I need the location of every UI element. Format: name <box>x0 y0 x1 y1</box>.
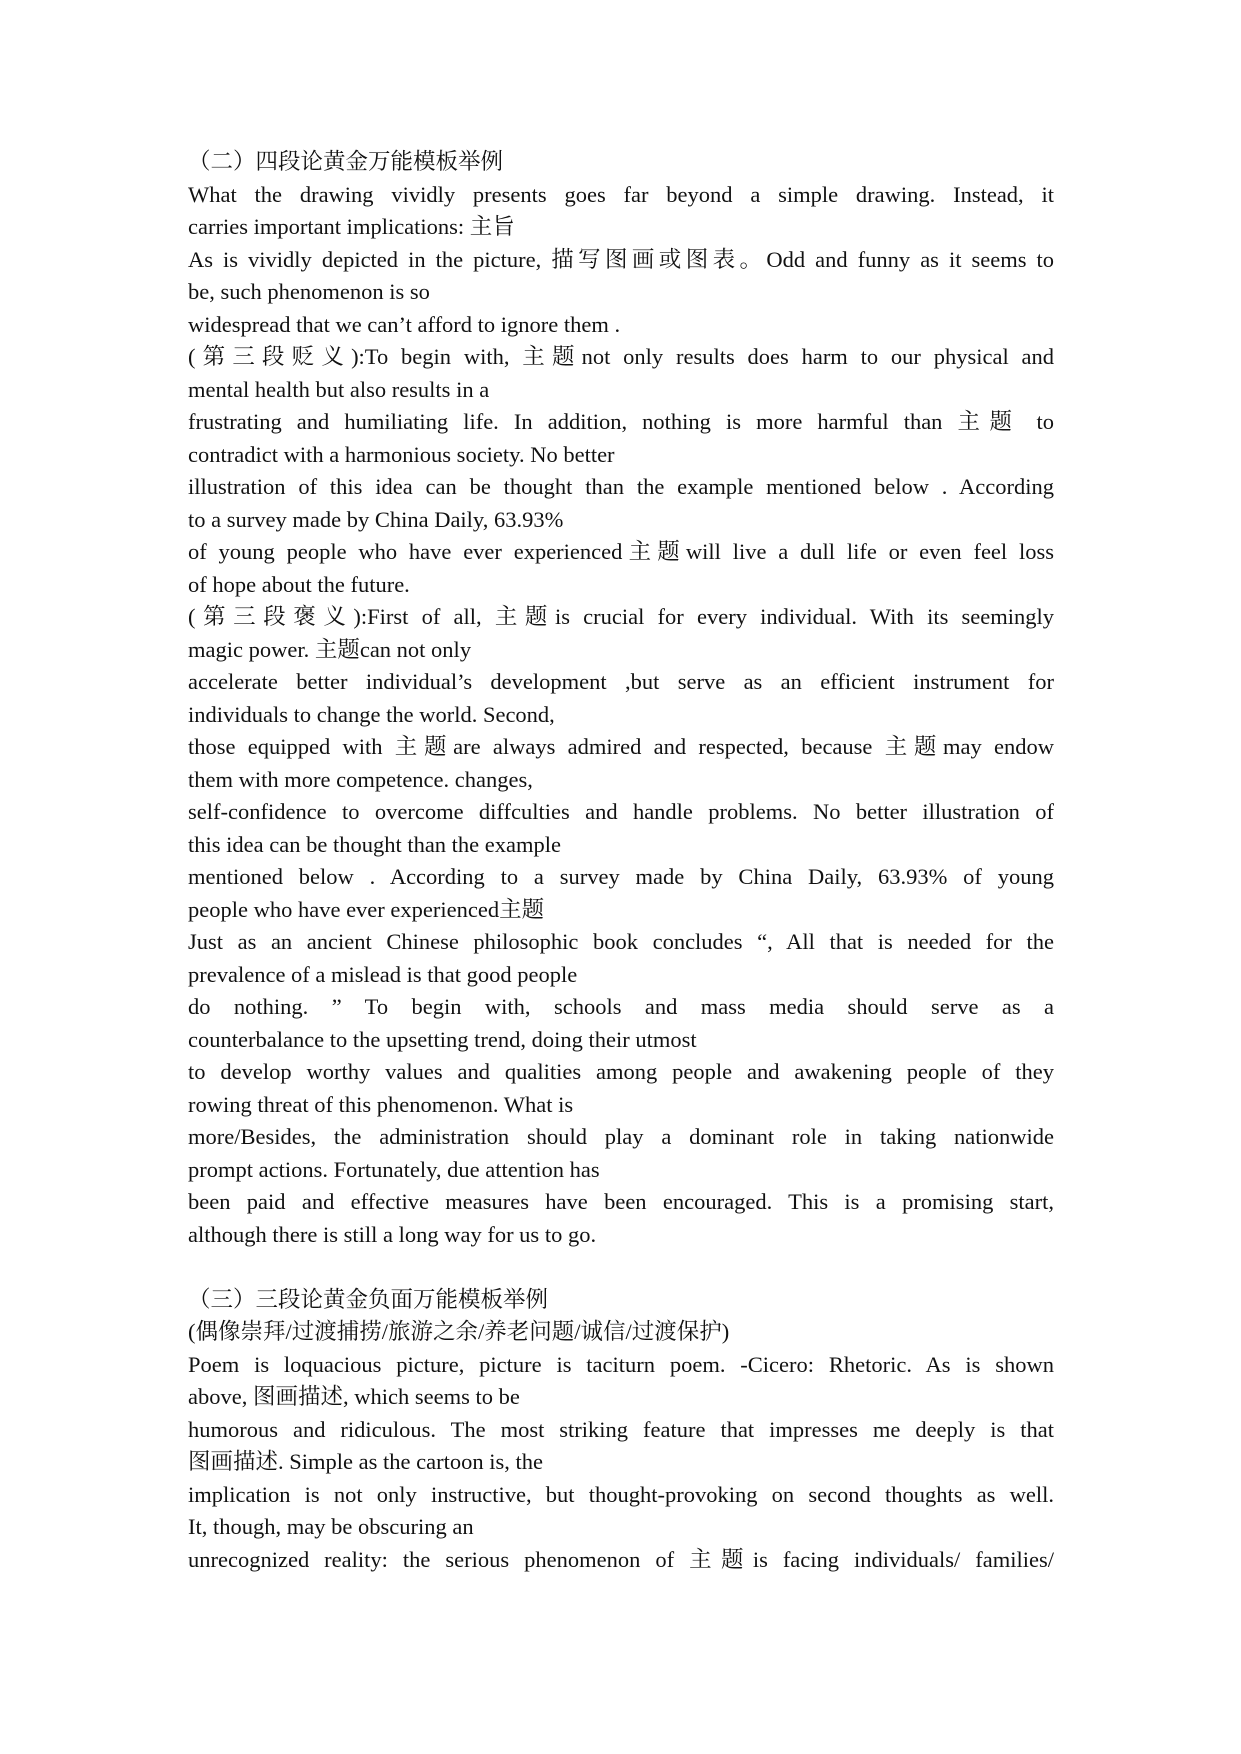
text-line: people who have ever experienced主题 <box>188 896 545 922</box>
text-line: to a survey made by China Daily, 63.93% <box>188 506 564 532</box>
text-line: of young people who have ever experienced主题will live a dull life or even feel loss <box>188 539 1054 564</box>
text-line: more/Besides, the administration should play a dominant role in taking nationwide <box>188 1124 1054 1149</box>
text-line: prevalence of a mislead is that good people <box>188 961 578 987</box>
text-line: mental health but also results in a <box>188 376 490 402</box>
document-page <box>188 146 1054 1576</box>
text-line: rowing threat of this phenomenon. What is <box>188 1091 574 1117</box>
section-body <box>188 179 1054 1252</box>
text-line: frustrating and humiliating life. In addition, nothing is more harmful than 主题 to <box>188 409 1054 434</box>
text-line: counterbalance to the upsetting trend, doing their utmost <box>188 1026 697 1052</box>
text-line: Just as an ancient Chinese philosophic book concludes “, All that is needed for the <box>188 929 1054 954</box>
text-line: of hope about the future. <box>188 571 410 597</box>
text-line: those equipped with 主题are always admired and respected, because 主题may endow <box>188 734 1054 759</box>
text-line: magic power. 主题can not only <box>188 636 472 662</box>
section-body <box>188 1316 1054 1576</box>
text-line: contradict with a harmonious society. No better <box>188 441 615 467</box>
text-line: humorous and ridiculous. The most striking feature that impresses me deeply is that <box>188 1416 1054 1442</box>
text-line: individuals to change the world. Second, <box>188 701 555 727</box>
text-line: unrecognized reality: the serious phenomenon of 主题is facing individuals/ families/ <box>188 1546 1054 1572</box>
text-line: As is vividly depicted in the picture, 描写图画或图表。Odd and funny as it seems to <box>188 246 1054 272</box>
text-line: this idea can be thought than the example <box>188 831 562 857</box>
text-line: Poem is loquacious picture, picture is taciturn poem. -Cicero: Rhetoric. As is shown <box>188 1351 1054 1377</box>
text-line: although there is still a long way for us to go. <box>188 1221 597 1247</box>
text-line: be, such phenomenon is so <box>188 279 430 304</box>
text-line: do nothing. ” To begin with, schools and mass media should serve as a <box>188 994 1054 1019</box>
text-line: (第三段褒义):First of all, 主题is crucial for every individual. With its seemingly <box>188 604 1054 629</box>
text-line: It, though, may be obscuring an <box>188 1514 474 1539</box>
text-line: prompt actions. Fortunately, due attention has <box>188 1156 600 1182</box>
text-line: accelerate better individual’s development ,but serve as an efficient instrument for <box>188 669 1054 694</box>
paragraph-spacer <box>188 1251 1054 1284</box>
text-line: 图画描述. Simple as the cartoon is, the <box>188 1449 543 1474</box>
section-heading: （二）四段论黄金万能模板举例 <box>188 149 504 174</box>
text-line: them with more competence. changes, <box>188 766 533 792</box>
text-line: widespread that we can’t afford to ignore them . <box>188 311 621 337</box>
text-line: above, 图画描述, which seems to be <box>188 1384 520 1409</box>
text-line: implication is not only instructive, but thought-provoking on second thoughts as well. <box>188 1481 1054 1507</box>
text-line: What the drawing vividly presents goes far beyond a simple drawing. Instead, it <box>188 181 1054 207</box>
text-line: (偶像崇拜/过渡捕捞/旅游之余/养老问题/诚信/过渡保护) <box>188 1319 730 1344</box>
text-line: carries important implications: 主旨 <box>188 214 515 239</box>
text-line: been paid and effective measures have been encouraged. This is a promising start, <box>188 1189 1054 1214</box>
text-line: to develop worthy values and qualities among people and awakening people of they <box>188 1059 1054 1084</box>
section-heading: （三）三段论黄金负面万能模板举例 <box>188 1286 549 1312</box>
text-line: (第三段贬义):To begin with, 主题not only results does harm to our physical and <box>188 344 1054 369</box>
text-line: illustration of this idea can be thought than the example mentioned below . According <box>188 474 1054 499</box>
text-line: self-confidence to overcome diffculties and handle problems. No better illustration of <box>188 799 1054 824</box>
text-line: mentioned below . According to a survey made by China Daily, 63.93% of young <box>188 864 1054 889</box>
